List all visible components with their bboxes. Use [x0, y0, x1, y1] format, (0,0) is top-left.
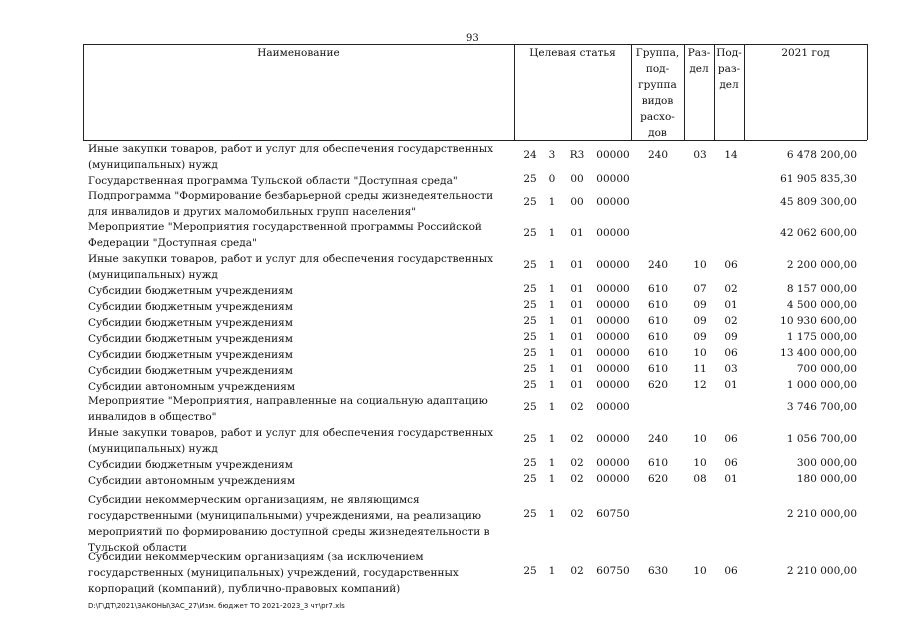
table-row — [0, 347, 905, 363]
cell-b: 1 — [548, 331, 556, 343]
header-year: 2021 год — [781, 47, 830, 59]
cell-amount: 8 157 000,00 — [786, 283, 857, 295]
cell-amount: 300 000,00 — [796, 457, 857, 469]
header-section — [684, 45, 714, 77]
cell-c: 02 — [570, 565, 584, 577]
cell-grp: 610 — [647, 299, 669, 311]
cell-grp: 610 — [647, 315, 669, 327]
cell-a: 25 — [523, 227, 537, 239]
cell-a: 25 — [523, 401, 537, 413]
cell-a: 25 — [523, 299, 537, 311]
table-row — [0, 251, 905, 281]
cell-d: 00000 — [596, 196, 630, 208]
table-row — [0, 492, 905, 554]
cell-c: 01 — [570, 227, 584, 239]
cell-b: 1 — [548, 473, 556, 485]
cell-b: 1 — [548, 299, 556, 311]
cell-sub: 14 — [724, 149, 738, 161]
cell-amount: 6 478 200,00 — [786, 149, 857, 161]
row-name: Государственная программа Тульской области "Доступная среда" — [88, 175, 458, 187]
cell-sec: 09 — [693, 315, 707, 327]
cell-b: 1 — [548, 401, 556, 413]
cell-a: 25 — [523, 508, 537, 520]
cell-amount: 45 809 300,00 — [780, 196, 857, 208]
row-name: Субсидии бюджетным учреждениям — [88, 285, 293, 297]
row-name: Субсидии автономным учреждениям — [88, 381, 296, 393]
cell-sub: 06 — [724, 347, 738, 359]
header-target: Целевая статья — [529, 47, 616, 59]
cell-c: 02 — [570, 457, 584, 469]
cell-a: 25 — [523, 347, 537, 359]
cell-a: 25 — [523, 173, 537, 185]
cell-sub: 02 — [724, 315, 738, 327]
table-row — [0, 393, 905, 423]
cell-amount: 2 200 000,00 — [786, 259, 857, 271]
cell-d: 00000 — [596, 149, 630, 161]
row-name: Мероприятие "Мероприятия, направленные на социальную адаптацию инвалидов в общество" — [88, 395, 488, 423]
cell-amount: 1 056 700,00 — [786, 433, 857, 445]
cell-d: 00000 — [596, 259, 630, 271]
row-name: Мероприятие "Мероприятия государственной программы Российской Федерации "Доступная среда" — [88, 221, 482, 249]
cell-sec: 12 — [693, 379, 707, 391]
cell-sub: 02 — [724, 283, 738, 295]
cell-sub: 01 — [724, 379, 738, 391]
cell-c: 01 — [570, 283, 584, 295]
header-group — [631, 45, 684, 141]
table-row — [0, 141, 905, 173]
cell-a: 25 — [523, 379, 537, 391]
header-subsection-line: дел — [719, 79, 739, 91]
cell-sub: 06 — [724, 433, 738, 445]
table-row — [0, 315, 905, 331]
cell-d: 60750 — [596, 565, 630, 577]
header-subsection — [714, 45, 744, 93]
cell-d: 00000 — [596, 433, 630, 445]
table-row — [0, 331, 905, 347]
cell-c: 02 — [570, 433, 584, 445]
cell-b: 1 — [548, 227, 556, 239]
cell-d: 00000 — [596, 315, 630, 327]
cell-c: R3 — [569, 149, 585, 161]
file-path-footer: D:\Г\ДТ\2021\ЗАКОНЫ\ЗАС_27\Изм. бюджет ТО 2021-2023_3 чт\pr7.xls — [88, 602, 345, 610]
cell-b: 1 — [548, 457, 556, 469]
cell-b: 1 — [548, 259, 556, 271]
cell-c: 01 — [570, 259, 584, 271]
page-number: 93 — [466, 33, 479, 44]
cell-grp: 610 — [647, 363, 669, 375]
table-row — [0, 173, 905, 189]
cell-c: 00 — [570, 173, 584, 185]
cell-b: 1 — [548, 315, 556, 327]
table-row — [0, 425, 905, 455]
cell-sec: 10 — [693, 565, 707, 577]
cell-sec: 10 — [693, 433, 707, 445]
cell-c: 01 — [570, 315, 584, 327]
cell-d: 00000 — [596, 473, 630, 485]
cell-sec: 07 — [693, 283, 707, 295]
cell-sub: 06 — [724, 565, 738, 577]
cell-b: 1 — [548, 379, 556, 391]
cell-amount: 42 062 600,00 — [780, 227, 857, 239]
header-section-line: Раз- — [687, 47, 711, 59]
cell-c: 02 — [570, 401, 584, 413]
cell-grp: 610 — [647, 457, 669, 469]
cell-sec: 10 — [693, 259, 707, 271]
cell-a: 25 — [523, 315, 537, 327]
header-group-line: Группа, — [635, 47, 680, 59]
border-right — [867, 44, 868, 140]
row-name: Субсидии некоммерческим организациям, не являющимся государственными (муниципальными) учреждениями, на реализацию мероприятий по формированию доступной среды жизнедеятельности в Тульской области — [88, 494, 490, 554]
cell-sec: 11 — [693, 363, 707, 375]
cell-grp: 620 — [647, 473, 669, 485]
header-group-line: под- — [645, 63, 670, 75]
cell-b: 1 — [548, 347, 556, 359]
cell-c: 02 — [570, 508, 584, 520]
cell-d: 00000 — [596, 331, 630, 343]
cell-d: 00000 — [596, 379, 630, 391]
cell-grp: 240 — [647, 259, 669, 271]
row-name: Субсидии бюджетным учреждениям — [88, 349, 293, 361]
cell-c: 01 — [570, 379, 584, 391]
cell-sec: 03 — [693, 149, 707, 161]
cell-sub: 06 — [724, 457, 738, 469]
cell-amount: 61 905 835,30 — [780, 173, 857, 185]
cell-b: 1 — [548, 508, 556, 520]
cell-grp: 630 — [647, 565, 669, 577]
cell-a: 25 — [523, 331, 537, 343]
row-name: Субсидии автономным учреждениям — [88, 475, 296, 487]
cell-a: 25 — [523, 363, 537, 375]
cell-grp: 620 — [647, 379, 669, 391]
cell-sub: 03 — [724, 363, 738, 375]
row-name: Субсидии бюджетным учреждениям — [88, 317, 293, 329]
cell-d: 00000 — [596, 283, 630, 295]
cell-a: 25 — [523, 433, 537, 445]
header-group-line: дов — [648, 127, 667, 139]
cell-amount: 180 000,00 — [796, 473, 857, 485]
row-name: Субсидии некоммерческим организациям (за исключением государственных (муниципальных) учреждений, государственных корпораций (компаний), публично-правовых компаний) — [88, 551, 459, 595]
table-row — [0, 457, 905, 473]
cell-a: 25 — [523, 457, 537, 469]
header-group-line: расхо- — [640, 111, 675, 123]
row-name: Подпрограмма "Формирование безбарьерной среды жизнедеятельности для инвалидов и других маломобильных групп населения" — [88, 190, 494, 218]
cell-a: 25 — [523, 196, 537, 208]
header-group-line: группа — [638, 79, 677, 91]
cell-a: 25 — [523, 259, 537, 271]
cell-d: 60750 — [596, 508, 630, 520]
cell-sub: 09 — [724, 331, 738, 343]
cell-b: 1 — [548, 565, 556, 577]
cell-sec: 09 — [693, 331, 707, 343]
cell-c: 00 — [570, 196, 584, 208]
cell-c: 01 — [570, 347, 584, 359]
table-row — [0, 188, 905, 218]
cell-c: 01 — [570, 331, 584, 343]
cell-sec: 10 — [693, 457, 707, 469]
row-name: Субсидии бюджетным учреждениям — [88, 301, 293, 313]
cell-d: 00000 — [596, 173, 630, 185]
header-subsection-line: Под- — [716, 47, 742, 59]
cell-amount: 13 400 000,00 — [780, 347, 857, 359]
cell-amount: 1 175 000,00 — [786, 331, 857, 343]
cell-b: 1 — [548, 196, 556, 208]
cell-sec: 09 — [693, 299, 707, 311]
cell-b: 1 — [548, 363, 556, 375]
cell-d: 00000 — [596, 299, 630, 311]
cell-sec: 10 — [693, 347, 707, 359]
table-row — [0, 219, 905, 249]
cell-c: 01 — [570, 363, 584, 375]
row-name: Субсидии бюджетным учреждениям — [88, 333, 293, 345]
cell-sub: 06 — [724, 259, 738, 271]
cell-grp: 610 — [647, 283, 669, 295]
cell-a: 24 — [523, 149, 537, 161]
cell-amount: 4 500 000,00 — [786, 299, 857, 311]
cell-d: 00000 — [596, 401, 630, 413]
header-subsection-line: раз- — [717, 63, 741, 75]
cell-b: 1 — [548, 283, 556, 295]
cell-amount: 2 210 000,00 — [786, 508, 857, 520]
cell-amount: 10 930 600,00 — [780, 315, 857, 327]
cell-amount: 2 210 000,00 — [786, 565, 857, 577]
row-name: Иные закупки товаров, работ и услуг для обеспечения государственных (муниципальных) нужд — [88, 253, 494, 281]
cell-grp: 610 — [647, 331, 669, 343]
cell-a: 25 — [523, 473, 537, 485]
cell-grp: 610 — [647, 347, 669, 359]
cell-d: 00000 — [596, 347, 630, 359]
cell-amount: 1 000 000,00 — [786, 379, 857, 391]
cell-sub: 01 — [724, 299, 738, 311]
table-row — [0, 363, 905, 379]
cell-amount: 3 746 700,00 — [786, 401, 857, 413]
table-row — [0, 283, 905, 299]
cell-d: 00000 — [596, 363, 630, 375]
cell-a: 25 — [523, 283, 537, 295]
header-section-line: дел — [689, 63, 709, 75]
row-name: Субсидии бюджетным учреждениям — [88, 459, 293, 471]
cell-sub: 01 — [724, 473, 738, 485]
row-name: Иные закупки товаров, работ и услуг для обеспечения государственных (муниципальных) нужд — [88, 143, 494, 171]
header-group-line: видов — [641, 95, 674, 107]
row-name: Иные закупки товаров, работ и услуг для обеспечения государственных (муниципальных) нужд — [88, 427, 494, 455]
cell-a: 25 — [523, 565, 537, 577]
table-row — [0, 299, 905, 315]
cell-d: 00000 — [596, 227, 630, 239]
header-name: Наименование — [257, 47, 340, 59]
cell-grp: 240 — [647, 433, 669, 445]
row-name: Субсидии бюджетным учреждениям — [88, 365, 293, 377]
cell-sec: 08 — [693, 473, 707, 485]
table-row — [0, 549, 905, 597]
cell-grp: 240 — [647, 149, 669, 161]
cell-c: 01 — [570, 299, 584, 311]
table-row — [0, 473, 905, 489]
cell-d: 00000 — [596, 457, 630, 469]
cell-b: 1 — [548, 433, 556, 445]
cell-amount: 700 000,00 — [796, 363, 857, 375]
cell-c: 02 — [570, 473, 584, 485]
cell-b: 3 — [548, 149, 556, 161]
cell-b: 0 — [548, 173, 556, 185]
